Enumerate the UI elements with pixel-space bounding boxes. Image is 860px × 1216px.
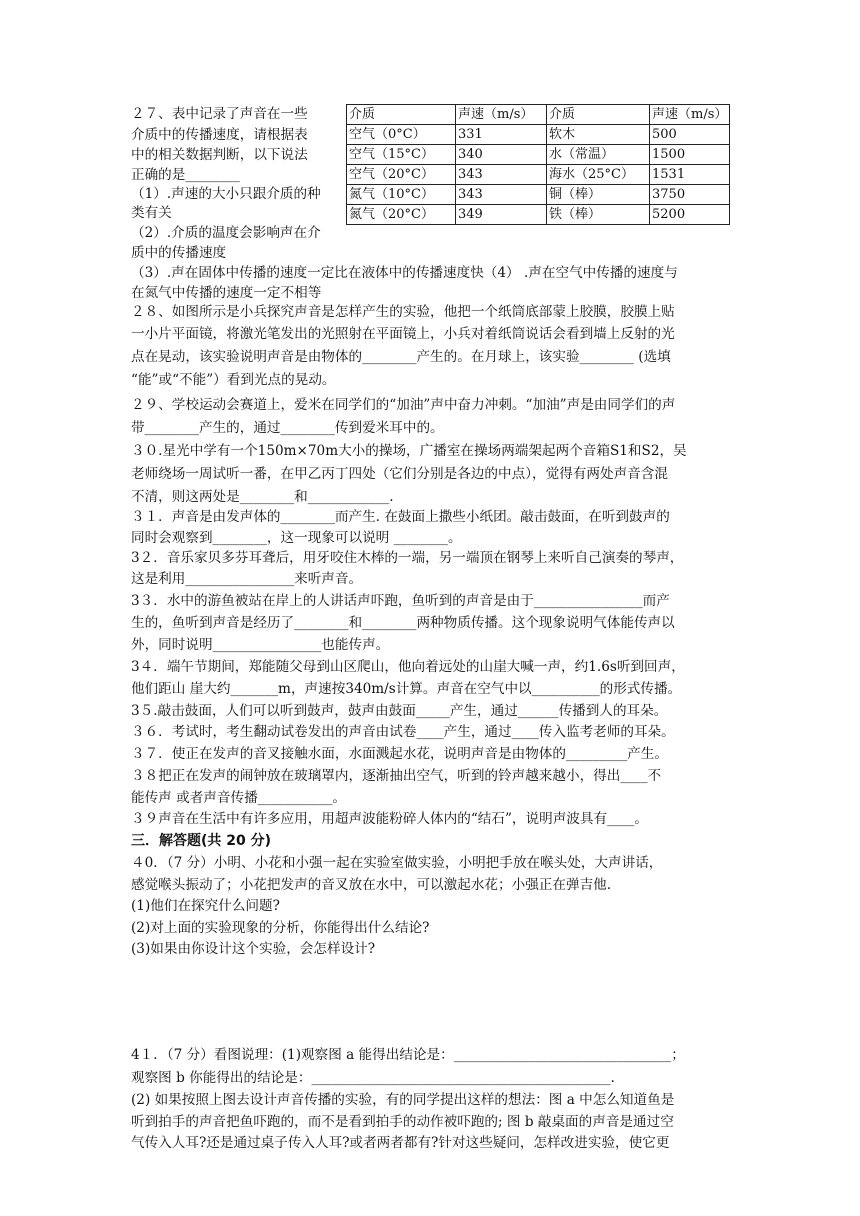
table-cell: 空气（20°C） — [347, 165, 456, 185]
table-cell: 软木 — [547, 125, 650, 145]
table-header-cell: 介质 — [347, 105, 456, 125]
table-cell: 氮气（10°C） — [347, 185, 456, 205]
question-27-line: 在氮气中传播的速度一定不相等 — [131, 285, 322, 301]
table-cell: 氮气（20°C） — [347, 205, 456, 225]
table-cell: 5200 — [650, 205, 730, 225]
question-line: “能”或“不能”）看到光点的晃动。 — [131, 372, 336, 388]
table-cell: 空气（0°C） — [347, 125, 456, 145]
question-line: 不清，则这两处是________和____________. — [131, 489, 394, 505]
table-cell: 3750 — [650, 185, 730, 205]
question-line: 3５.敲击鼓面，人们可以听到鼓声，鼓声由鼓面_____产生，通过______传播到人的耳朵。 — [131, 703, 668, 719]
question-line: ２９、学校运动会赛道上，爱米在同学们的“加油”声中奋力冲刺。“加油”声是由同学们的声 — [131, 397, 676, 413]
table-cell: 水（常温） — [547, 145, 650, 165]
table-row — [347, 165, 730, 185]
question-line: 这是利用________________来听声音。 — [131, 571, 363, 587]
question-line: 同时会观察到________，这一现象可以说明 ________。 — [131, 530, 462, 546]
question-line: ３６．考试时，考生翻动试卷发出的声音由试卷____产生，通过____传入监考老师的耳朵。 — [131, 724, 675, 740]
table-cell: 343 — [456, 165, 547, 185]
table-cell: 空气（15°C） — [347, 145, 456, 165]
question-27-line: 质中的传播速度 — [131, 245, 227, 261]
question-line: 一小片平面镜，将激光笔发出的光照射在平面镜上，小兵对着纸筒说话会看到墙上反射的光 — [131, 326, 675, 342]
table-row — [347, 145, 730, 165]
question-line: 带________产生的，通过________传到爱米耳中的。 — [131, 420, 444, 436]
question-line: ２８、如图所示是小兵探究声音是怎样产生的实验，他把一个纸筒底部蒙上胶膜，胶膜上贴 — [131, 304, 675, 320]
question-41-line: 观察图 b 你能得出的结论是：____________________________________________. — [131, 1070, 615, 1086]
question-27-line: 类有关 — [131, 205, 172, 221]
question-27-line: ２７、表中记录了声音在一些 — [131, 106, 308, 122]
table-row — [347, 185, 730, 205]
question-27-line: 正确的是________ — [131, 167, 240, 183]
question-41-line: 气传入人耳?还是通过桌子传入人耳?或者两者都有?针对这些疑问，怎样改进实验，使它更 — [131, 1135, 670, 1151]
question-line: ３１．声音是由发声体的________而产生. 在鼓面上撒些小纸团。敲击鼓面，在听到鼓声的 — [131, 509, 670, 525]
question-line: 3３．水中的游鱼被站在岸上的人讲话声吓跑，鱼听到的声音是由于________________而产 — [131, 593, 670, 609]
table-header-cell: 介质 — [547, 105, 650, 125]
table-cell: 1531 — [650, 165, 730, 185]
question-41-line: 听到拍手的声音把鱼吓跑的，而不是看到拍手的动作被吓跑的; 图 b 敲桌面的声音是通过空 — [131, 1114, 674, 1130]
table-cell: 340 — [456, 145, 547, 165]
table-cell: 349 — [456, 205, 547, 225]
section-heading: 三．解答题(共 20 分) — [131, 833, 272, 849]
question-40-line: (3)如果由你设计这个实验，会怎样设计? — [131, 941, 376, 957]
question-line: 外，同时说明________________也能传声。 — [131, 637, 390, 653]
table-row — [347, 125, 730, 145]
question-41-line: (2) 如果按照上图去设计声音传播的实验，有的同学提出这样的想法：图 a 中怎么知道鱼是 — [131, 1092, 675, 1108]
question-line: 生的，鱼听到声音是经历了________和________两种物质传播。这个现象说明气体能传声以 — [131, 615, 675, 631]
question-line: 老师绕场一周试听一番，在甲乙丙丁四处（它们分别是各边的中点），觉得有两处声音含混 — [131, 466, 668, 482]
table-cell: 铁（棒） — [547, 205, 650, 225]
table-row — [347, 205, 730, 225]
table-cell: 331 — [456, 125, 547, 145]
question-line: 3２．音乐家贝多芬耳聋后，用牙咬住木棒的一端，另一端顶在钢琴上来听自己演奏的琴声， — [131, 550, 684, 566]
question-line: 点在晃动，该实验说明声音是由物体的________产生的。在月球上，该实验________ (选填 — [131, 349, 671, 365]
question-line: ３９声音在生活中有许多应用，用超声波能粉碎人体内的“结石”，说明声波具有____。 — [131, 811, 648, 827]
table-cell: 343 — [456, 185, 547, 205]
question-line: 3４．端午节期间，郑能随父母到山区爬山，他向着远处的山崖大喊一声，约1.6s听到回声， — [131, 659, 685, 675]
question-line: 能传声 或者声音传播___________。 — [131, 790, 347, 806]
table-header-cell: 声速（m/s） — [650, 105, 730, 125]
question-41-line: 4１．（7 分）看图说理：(1)观察图 a 能得出结论是：________________________________； — [131, 1047, 685, 1063]
question-40-line: 感觉喉头振动了；小花把发声的音叉放在水中，可以激起水花；小强正在弹吉他. — [131, 877, 612, 893]
question-40-line: ４0．（7 分）小明、小花和小强一起在实验室做实验，小明把手放在喉头处，大声讲话， — [131, 855, 663, 871]
table-cell: 500 — [650, 125, 730, 145]
question-40-line: (1)他们在探究什么问题? — [131, 898, 280, 914]
question-line: ３０.星光中学有一个150m×70m大小的操场，广播室在操场两端架起两个音箱S1和S2，吴 — [131, 443, 687, 459]
question-line: ３７．使正在发声的音叉接触水面，水面溅起水花，说明声音是由物体的_________产生。 — [131, 746, 668, 762]
question-27-line: 介质中的传播速度，请根据表 — [131, 127, 308, 143]
question-40-line: (2)对上面的实验现象的分析，你能得出什么结论? — [131, 920, 430, 936]
table-cell: 海水（25°C） — [547, 165, 650, 185]
question-27-line: （1）.声速的大小只跟介质的种 — [131, 186, 321, 202]
table-header-row — [347, 105, 730, 125]
table-header-cell: 声速（m/s） — [456, 105, 547, 125]
question-27-line: 中的相关数据判断，以下说法 — [131, 147, 308, 163]
question-line: 他们距山 崖大约_______m，声速按340m/s计算。声音在空气中以__________的形式传播。 — [131, 681, 682, 697]
table-cell: 铜（棒） — [547, 185, 650, 205]
question-27-line: （2）.介质的温度会影响声在介 — [131, 225, 321, 241]
question-line: ３８把正在发声的闹钟放在玻璃罩内，逐渐抽出空气，听到的铃声越来越小，得出____不 — [131, 768, 662, 784]
question-27-line: （3）.声在固体中传播的速度一定比在液体中的传播速度快（4） .声在空气中传播的速度与 — [131, 265, 678, 281]
sound-speed-table — [346, 104, 730, 225]
table-cell: 1500 — [650, 145, 730, 165]
